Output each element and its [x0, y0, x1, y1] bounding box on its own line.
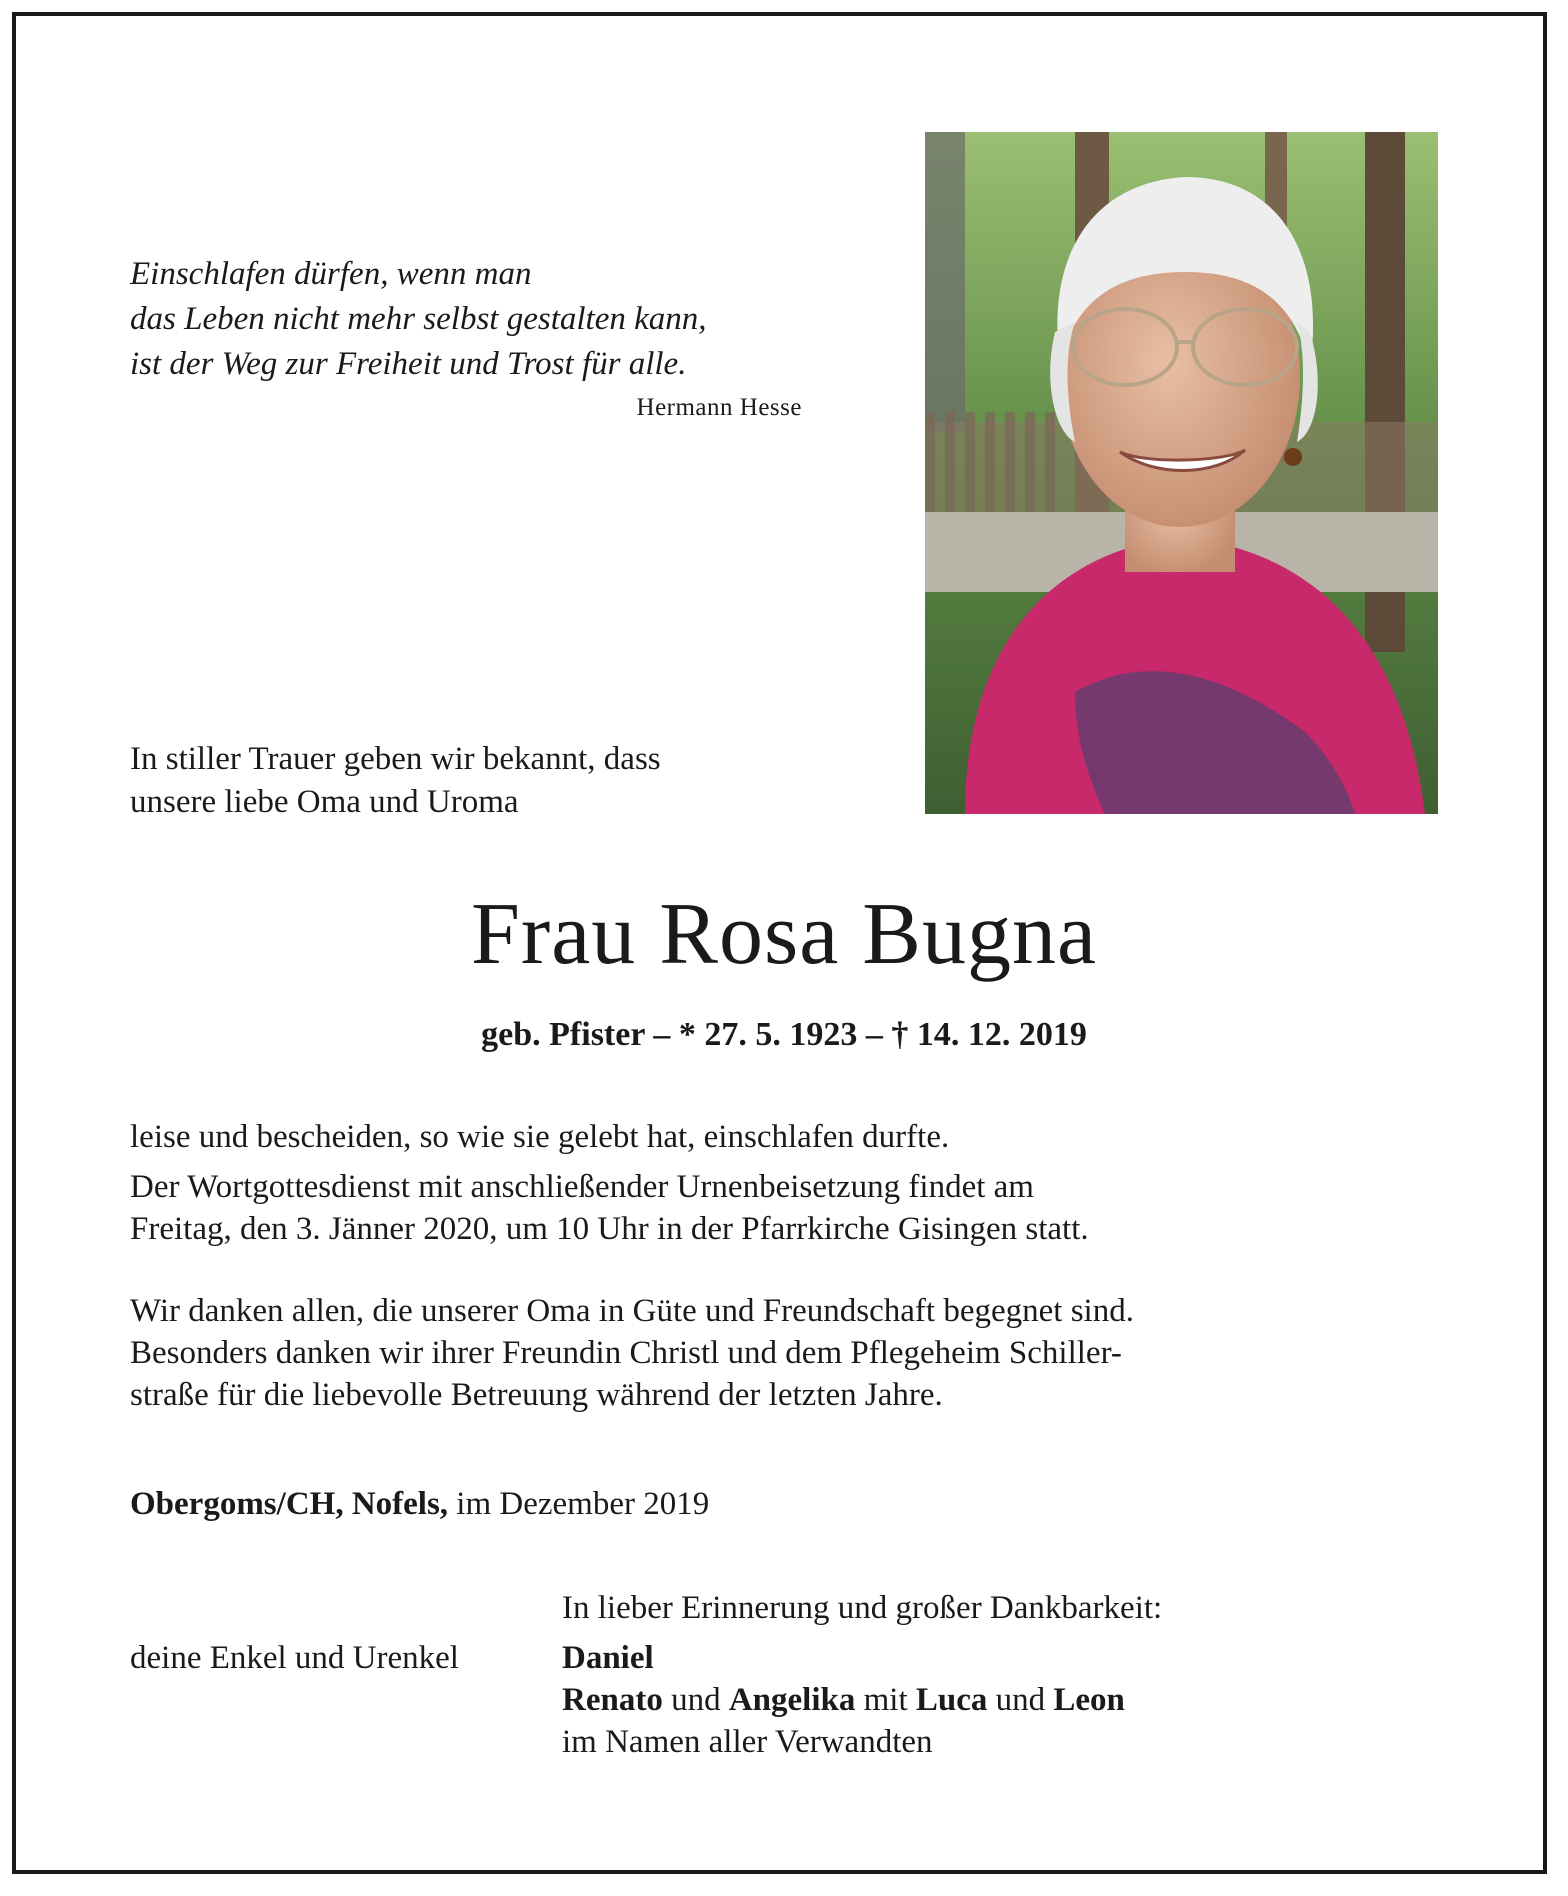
deceased-name: Frau Rosa Bugna [470, 886, 1098, 983]
signature-heading: In lieber Erinnerung und großer Dankbarkeit: [562, 1590, 1163, 1626]
signer-renato: Renato [562, 1682, 663, 1718]
conjunction-und-2: und [995, 1682, 1046, 1718]
quote-line-1: Einschlafen dürfen, wenn man [130, 256, 532, 292]
conjunction-und-1: und [671, 1682, 721, 1718]
place-month: im Dezember 2019 [456, 1486, 710, 1522]
signer-daniel: Daniel [562, 1640, 654, 1676]
quote-line-3: ist der Weg zur Freiheit und Trost für alle. [130, 346, 687, 382]
place-date [130, 1483, 1130, 1525]
signature-label: deine Enkel und Urenkel [130, 1640, 459, 1676]
place-location: Obergoms/CH, Nofels, [130, 1486, 449, 1522]
quote-line-2: das Leben nicht mehr selbst gestalten kann, [130, 301, 707, 337]
signer-leon: Leon [1053, 1682, 1125, 1718]
quote-author: Hermann Hesse [636, 394, 802, 421]
conjunction-mit: mit [863, 1682, 908, 1718]
portrait-illustration [925, 132, 1438, 814]
quote-block [130, 252, 810, 387]
passing-text [130, 1116, 1438, 1158]
thanks-line-2: Besonders danken wir ihrer Freundin Christl und dem Pflegeheim Schiller- [130, 1335, 1122, 1371]
signature-line-1 [562, 1637, 1442, 1679]
passing-line: leise und bescheiden, so wie sie gelebt hat, einschlafen durfte. [130, 1119, 950, 1155]
service-line-1: Der Wortgottesdienst mit anschließender Urnenbeisetzung findet am [130, 1169, 1034, 1205]
service-line-2: Freitag, den 3. Jänner 2020, um 10 Uhr in der Pfarrkirche Gisingen statt. [130, 1211, 1089, 1247]
intro-line-1: In stiller Trauer geben wir bekannt, dass [130, 741, 661, 777]
service-info [130, 1166, 1438, 1250]
thanks-line-3: straße für die liebevolle Betreuung während der letzten Jahre. [130, 1377, 943, 1413]
intro-text [130, 738, 850, 824]
life-dates: geb. Pfister – * 27. 5. 1923 – † 14. 12. 2019 [481, 1016, 1087, 1053]
thanks-line-1: Wir danken allen, die unserer Oma in Güte und Freundschaft begegnet sind. [130, 1293, 1134, 1329]
signer-angelika: Angelika [728, 1682, 856, 1718]
signature-line-2 [562, 1679, 1442, 1721]
signature-names [562, 1637, 1442, 1763]
portrait-photo [925, 132, 1438, 814]
intro-line-2: unsere liebe Oma und Uroma [130, 784, 519, 820]
signature-closing: im Namen aller Verwandten [562, 1724, 933, 1760]
thanks-paragraph [130, 1290, 1438, 1416]
signer-luca: Luca [915, 1682, 988, 1718]
